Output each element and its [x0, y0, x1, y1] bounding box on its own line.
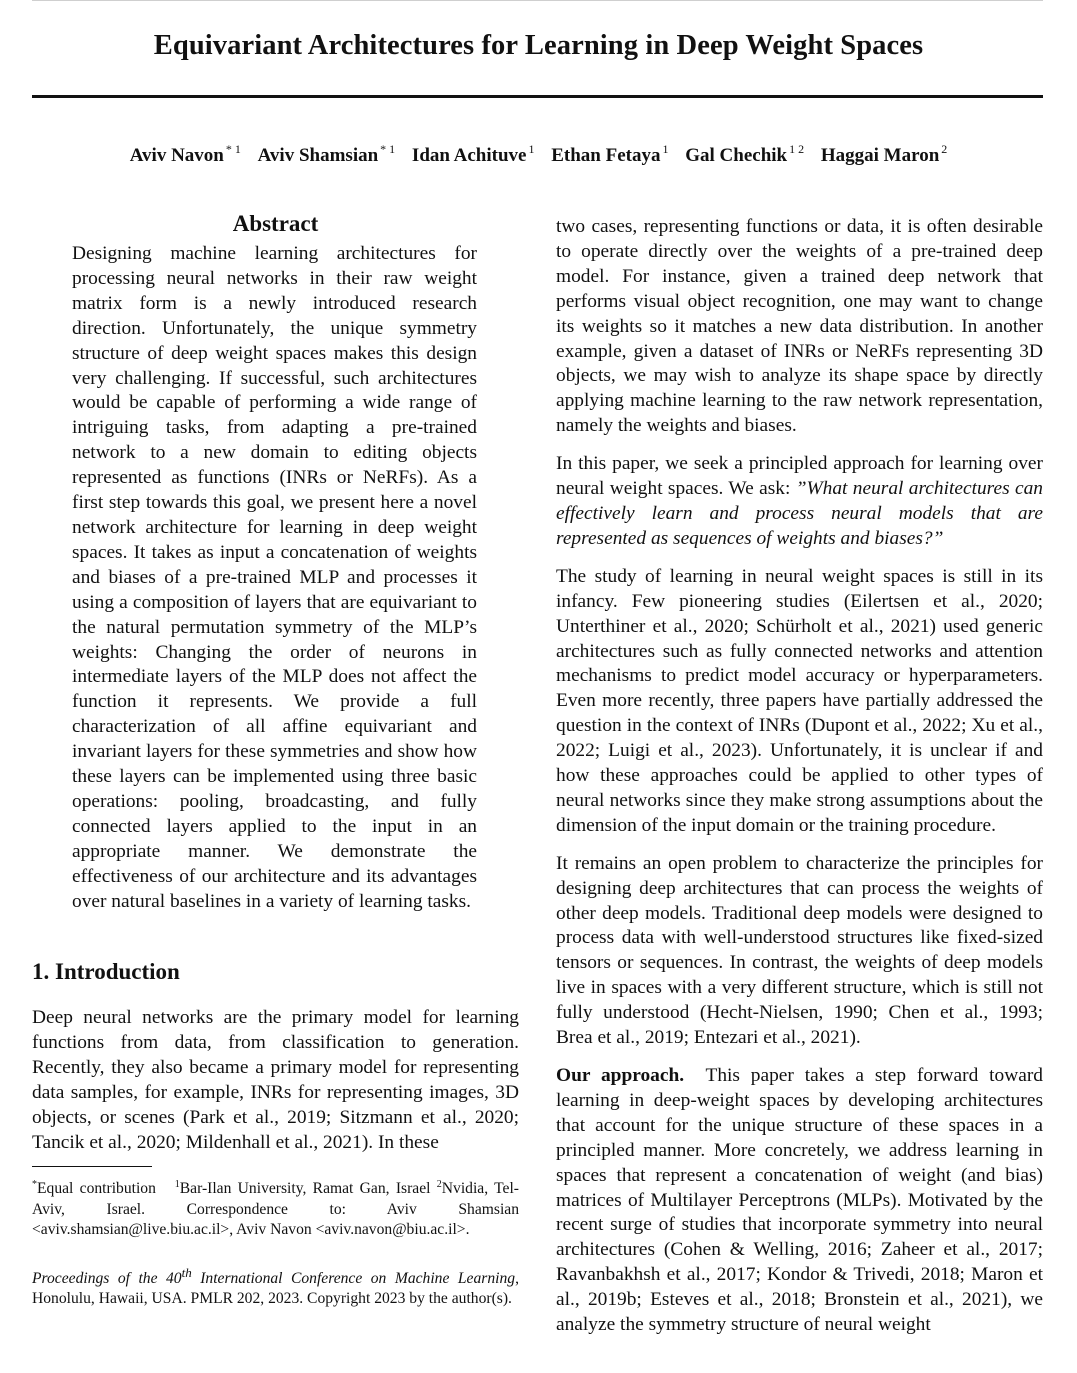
body-paragraph: Our approach. This paper takes a step forward toward learning in deep-weight spaces by developing architectures that account for the unique structure of these spaces in a principled manner. More concretely, we address learning in spaces that represent a concatenation of weight (and bias) matrices of Multilayer Perceptrons (MLPs). Motivated by the recent surge of studies that incorporate symmetry into neural architectures (Cohen & Welling, 2016; Zaheer et al., 2017; Ravanbakhsh et al., 2017; Kondor & Trivedi, 2018; Maron et al., 2019b; Esteves et al., 2018; Bronstein et al., 2021), we analyze the symmetry structure of neural weight — [556, 1065, 1043, 1336]
affiliation-mark: 2 — [941, 142, 948, 156]
author: Idan Achituve $^1$ — [411, 142, 535, 166]
author: Aviv Navon $^{* 1}$ — [129, 142, 241, 166]
paper-title: Equivariant Architectures for Learning in Deep Weight Spaces — [153, 30, 924, 61]
abstract-text: Designing machine learning architectures for processing neural networks in their raw weight matrix form is a newly introduced research direction. Unfortunately, the unique symmetry structure of deep weight spaces makes this design very challenging. If successful, such architectures would be capable of performing a wide range of intriguing tasks, from adapting a pre-trained network to a new domain to editing objects represented as functions (INRs or NeRFs). As a first step towards this goal, we present here a novel network architecture for learning in deep weight spaces. It takes as input a concatenation of weights and biases of a pre-trained MLP and processes it using a composition of layers that are equivariant to the natural permutation symmetry of the MLP’s weights: Changing the order of neurons in intermediate layers of the MLP does not affect the function it represents. We provide a full characterization of all affine equivariant and invariant layers for these symmetries and show how these layers can be implemented using three basic operations: pooling, broadcasting, and fully connected layers applied to the input in an appropriate manner. We demonstrate the effectiveness of our architecture and its advantages over natural baselines in a variety of learning tasks. — [72, 243, 477, 912]
proceedings-note: Proceedings of the 40th International Conference on Machine Learning, Honolulu, Hawaii, USA. PMLR 202, 2023. Copyright 2023 by the author(s). — [32, 1264, 519, 1308]
author-list — [0, 142, 1077, 167]
author: Ethan Fetaya $^1$ — [551, 142, 669, 166]
footnote: *Equal contribution $^1$Bar-Ilan University, Ramat Gan, Israel $^2$Nvidia, Tel-Aviv, Israel. Correspondence to: Aviv Shamsian <aviv.shamsian@live.biu.ac.il>, Aviv Navon <aviv.navon@biu.ac.il>. — [32, 1178, 519, 1239]
abstract-heading: Abstract — [232, 211, 319, 236]
intro-paragraph: Deep neural networks are the primary model for learning functions from data, from classification to generation. Recently, they also became a primary model for representing data samples, for example, INRs for representing images, 3D objects, or scenes (Park et al., 2019; Sitzmann et al., 2020; Tancik et al., 2020; Mildenhall et al., 2021). In these — [32, 1007, 519, 1153]
run-in-heading: Our approach. — [556, 1065, 685, 1086]
affiliation-mark: 1 — [528, 142, 535, 156]
section-heading-introduction: 1. Introduction — [32, 959, 180, 985]
body-paragraph: In this paper, we seek a principled approach for learning over neural weight spaces. We ask: ”What neural architectures can effectively learn and process neural models that are represented as sequences of weights and biases?” — [556, 453, 1043, 549]
body-paragraph: The study of learning in neural weight spaces is still in its infancy. Few pioneering studies (Eilertsen et al., 2020; Unterthiner et al., 2020; Schürholt et al., 2021) used generic architectures such as fully connected networks and attention mechanisms to predict model accuracy or hyperparameters. Even more recently, three papers have partially addressed the question in the context of INRs (Dupont et al., 2022; Xu et al., 2022; Luigi et al., 2023). Unfortunately, it is unclear if and how these approaches could be applied to other types of neural networks since they make strong assumptions about the dimension of the input domain or the training procedure. — [556, 565, 1043, 836]
footnote-rule — [32, 1166, 152, 1167]
title-rule — [32, 95, 1043, 98]
left-column — [32, 210, 519, 1310]
affiliation-mark: * 1 — [380, 142, 396, 156]
affiliation-mark: 1 2 — [789, 142, 805, 156]
body-paragraph: It remains an open problem to characterize the principles for designing deep architectures that can process the weights of other deep models. Traditional deep models were designed to process data with well-understood structures like fixed-sized tensors or sequences. In contrast, the weights of deep models live in spaces with a very different structure, which is still not fully understood (Hecht-Nielsen, 1990; Chen et al., 1993; Brea et al., 2019; Entezari et al., 2021). — [556, 852, 1043, 1049]
body-paragraph: two cases, representing functions or data, it is often desirable to operate directly over the weights of a pre-trained deep model. For instance, given a trained deep network that performs visual object recognition, one may want to change its weights so it matches a new data distribution. In another example, given a dataset of INRs or NeRFs representing 3D objects, we may wish to analyze its shape space by directly applying machine learning to the raw network representation, namely the weights and biases. — [556, 216, 1043, 437]
top-rule — [32, 0, 1043, 1]
author: Gal Chechik $^{1 2}$ — [685, 142, 805, 166]
right-column — [556, 215, 1043, 1351]
author: Haggai Maron $^2$ — [820, 142, 948, 166]
affiliation-mark: * 1 — [225, 142, 241, 156]
affiliation-mark: 1 — [662, 142, 669, 156]
author: Aviv Shamsian $^{* 1}$ — [257, 142, 396, 166]
